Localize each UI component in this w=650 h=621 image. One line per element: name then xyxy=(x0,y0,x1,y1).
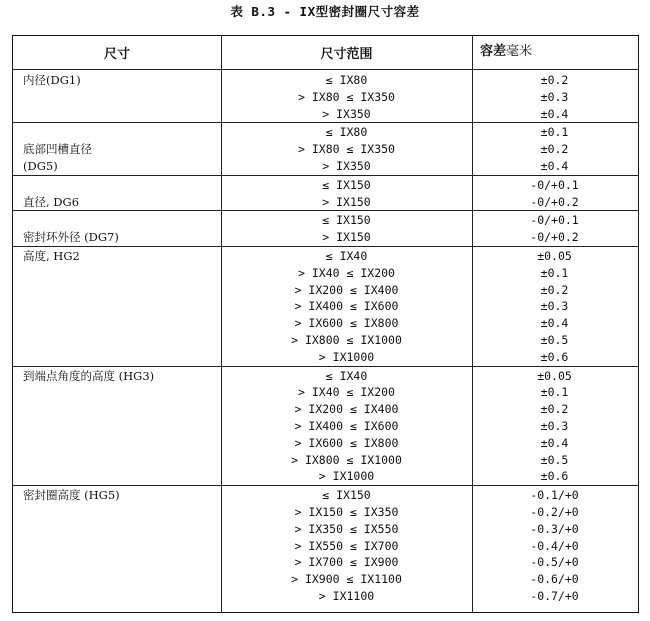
range-cell xyxy=(221,177,472,212)
tolerance-cell-line: ±0.5 xyxy=(540,332,569,347)
range-cell-line: > IX350 xyxy=(322,106,371,121)
range-cell-line: > IX150 ≤ IX350 xyxy=(294,504,399,519)
range-cell xyxy=(221,487,472,606)
tolerance-cell-line: -0.1/+0 xyxy=(530,488,579,503)
range-cell-line: > IX200 ≤ IX400 xyxy=(294,402,399,417)
tolerance-cell-line: ±0.3 xyxy=(540,418,569,433)
row-divider xyxy=(13,210,638,211)
header-range: 尺寸范围 xyxy=(320,47,373,62)
range-cell-line: ≤ IX150 xyxy=(322,213,371,228)
range-cell-line: ≤ IX80 xyxy=(325,73,368,87)
range-cell-line: > IX600 ≤ IX800 xyxy=(294,316,399,331)
tolerance-cell-line: ±0.6 xyxy=(540,469,569,484)
header-tolerance-label: 容差 xyxy=(480,44,507,59)
tolerance-cell-line: -0.7/+0 xyxy=(530,588,579,603)
range-cell-line: ≤ IX40 xyxy=(325,368,368,383)
tolerance-cell-line: ±0.4 xyxy=(540,158,569,173)
range-cell-line: > IX80 ≤ IX350 xyxy=(298,89,395,104)
range-cell-line: ≤ IX150 xyxy=(322,177,371,192)
dimension-cell-line: 密封圈高度 (HG5) xyxy=(23,488,120,503)
range-cell-line: > IX400 ≤ IX600 xyxy=(294,299,399,314)
range-cell-line: > IX900 ≤ IX1100 xyxy=(291,572,402,587)
table-row xyxy=(13,212,638,247)
dimension-cell xyxy=(13,124,221,175)
dimension-cell-line xyxy=(23,124,221,141)
tolerance-cell-line: -0/+0.2 xyxy=(530,194,579,209)
range-cell-line: > IX150 xyxy=(322,230,371,245)
row-divider xyxy=(13,246,638,247)
tolerance-cell-line: ±0.6 xyxy=(540,349,569,364)
table-row xyxy=(13,368,638,487)
tolerance-cell xyxy=(472,72,637,123)
tolerance-cell-line: ±0.3 xyxy=(540,89,569,104)
tolerance-cell-line: -0.4/+0 xyxy=(530,538,579,553)
table-title: 表 B.3 - IX型密封圈尺寸容差 xyxy=(230,4,420,19)
tolerance-cell-line: -0/+0.1 xyxy=(530,177,579,192)
range-cell xyxy=(221,368,472,487)
dimension-cell-line: 高度, HG2 xyxy=(23,249,80,263)
range-cell-line: ≤ IX150 xyxy=(322,488,371,503)
row-divider xyxy=(13,175,638,176)
tolerance-cell-line: ±0.4 xyxy=(540,106,569,121)
tolerance-cell xyxy=(472,212,637,247)
dimension-cell-line: (DG5) xyxy=(23,158,58,173)
tolerance-cell-line: -0.5/+0 xyxy=(530,555,579,570)
dimension-cell-line xyxy=(23,177,221,194)
tolerance-table xyxy=(12,35,639,613)
tolerance-cell-line: ±0.2 xyxy=(540,73,569,87)
tolerance-cell-line: -0.3/+0 xyxy=(530,521,579,536)
dimension-cell xyxy=(13,177,221,212)
table-row xyxy=(13,177,638,212)
range-cell-line: ≤ IX80 xyxy=(325,125,368,140)
dimension-cell xyxy=(13,212,221,247)
row-divider xyxy=(13,485,638,486)
range-cell-line: > IX550 ≤ IX700 xyxy=(294,538,399,553)
tolerance-cell-line: ±0.2 xyxy=(540,282,569,297)
range-cell-line: > IX1000 xyxy=(318,349,375,364)
tolerance-cell-line: ±0.5 xyxy=(540,452,569,467)
tolerance-cell xyxy=(472,248,637,367)
range-cell xyxy=(221,124,472,175)
range-cell-line: > IX350 xyxy=(322,158,371,173)
tolerance-cell-line: -0/+0.1 xyxy=(530,213,579,228)
tolerance-cell-line: -0/+0.2 xyxy=(530,230,579,245)
tolerance-cell-line: ±0.1 xyxy=(540,125,569,140)
tolerance-cell xyxy=(472,177,637,212)
header-dimension: 尺寸 xyxy=(103,47,130,62)
tolerance-cell-line: ±0.2 xyxy=(540,402,569,417)
tolerance-cell-line: ±0.4 xyxy=(540,316,569,331)
tolerance-cell-line: ±0.2 xyxy=(540,142,569,157)
range-cell xyxy=(221,72,472,123)
range-cell-line: > IX40 ≤ IX200 xyxy=(298,265,395,280)
range-cell xyxy=(221,212,472,247)
tolerance-cell-line: ±0.05 xyxy=(537,368,572,383)
dimension-cell-line xyxy=(23,89,221,106)
row-divider xyxy=(13,366,638,367)
range-cell-line: > IX200 ≤ IX400 xyxy=(294,282,399,297)
header-tolerance xyxy=(480,36,640,69)
range-cell-line: > IX80 ≤ IX350 xyxy=(298,142,395,157)
dimension-cell-line: 内径(DG1) xyxy=(23,73,81,87)
table-row xyxy=(13,72,638,123)
dimension-cell-line: 底部凹槽直径 xyxy=(23,142,92,157)
table-row xyxy=(13,124,638,175)
tolerance-cell-line: -0.2/+0 xyxy=(530,504,579,519)
tolerance-cell-line: ±0.3 xyxy=(540,299,569,314)
table-row xyxy=(13,248,638,367)
range-cell-line: > IX350 ≤ IX550 xyxy=(294,521,399,536)
dimension-cell xyxy=(13,487,221,606)
range-cell xyxy=(221,248,472,367)
dimension-cell xyxy=(13,248,221,367)
range-cell-line: > IX1000 xyxy=(318,469,375,484)
range-cell-line: > IX1100 xyxy=(318,588,375,603)
tolerance-cell xyxy=(472,487,637,606)
tolerance-cell-line: ±0.4 xyxy=(540,435,569,450)
dimension-cell xyxy=(13,72,221,123)
dimension-cell xyxy=(13,368,221,487)
range-cell-line: > IX600 ≤ IX800 xyxy=(294,435,399,450)
range-cell-line: > IX400 ≤ IX600 xyxy=(294,418,399,433)
tolerance-cell xyxy=(472,124,637,175)
row-divider xyxy=(13,122,638,123)
dimension-cell-line: 直径, DG6 xyxy=(23,194,80,209)
range-cell-line: > IX40 ≤ IX200 xyxy=(298,385,395,400)
tolerance-cell-line: ±0.05 xyxy=(537,249,572,263)
range-cell-line: ≤ IX40 xyxy=(325,249,368,263)
range-cell-line: > IX800 ≤ IX1000 xyxy=(291,452,402,467)
range-cell-line: > IX700 ≤ IX900 xyxy=(294,555,399,570)
tolerance-cell-line: ±0.1 xyxy=(540,385,569,400)
dimension-cell-line xyxy=(23,106,221,123)
range-cell-line: > IX800 ≤ IX1000 xyxy=(291,332,402,347)
tolerance-cell xyxy=(472,368,637,487)
range-cell-line: > IX150 xyxy=(322,194,371,209)
header-divider xyxy=(13,69,638,70)
dimension-cell-line: 到端点角度的高度 (HG3) xyxy=(23,368,155,383)
dimension-cell-line xyxy=(23,212,221,229)
header-tolerance-unit: 毫米 xyxy=(506,44,533,59)
tolerance-cell-line: ±0.1 xyxy=(540,265,569,280)
table-row xyxy=(13,487,638,606)
dimension-cell-line: 密封环外径 (DG7) xyxy=(23,230,119,245)
tolerance-cell-line: -0.6/+0 xyxy=(530,572,579,587)
